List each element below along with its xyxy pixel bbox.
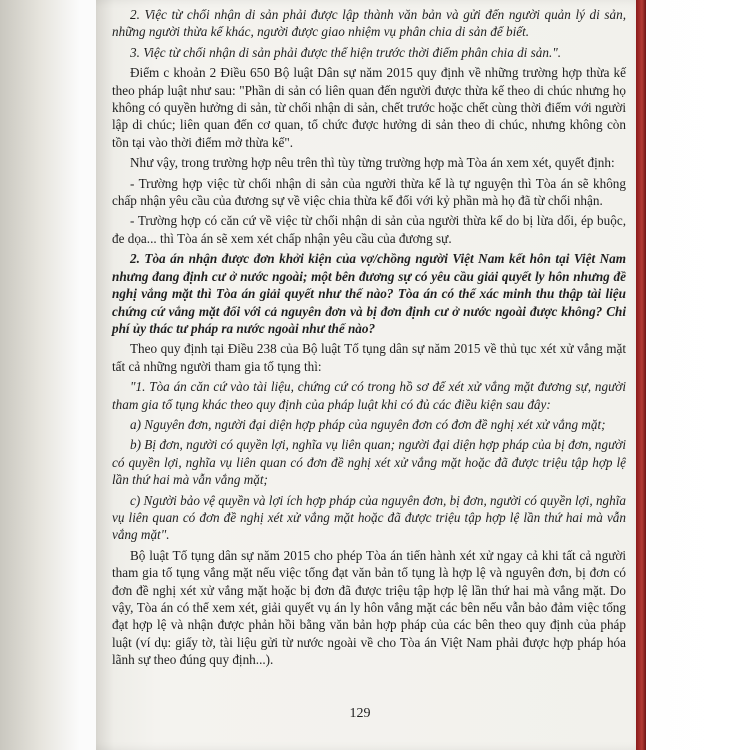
book-spine-edge bbox=[636, 0, 646, 750]
paragraph: Theo quy định tại Điều 238 của Bộ luật Tố tụng dân sự năm 2015 về thủ tục xét xử vắng mặt tất cả những người tham gia tố tụng thì: bbox=[112, 341, 626, 374]
paragraph: - Trường hợp việc từ chối nhận di sản của người thừa kế là tự nguyện thì Tòa án sẽ không chấp nhận yêu cầu của đương sự về việc chia thừa kế đối với kỷ phần mà họ đã từ chối nhận. bbox=[112, 175, 626, 209]
quoted-clause: c) Người bảo vệ quyền và lợi ích hợp pháp của nguyên đơn, bị đơn, người có quyền lợi, nghĩa vụ liên quan có đơn đề nghị xét xử vắng mặt hoặc đã được triệu tập hợp lệ lần thứ hai mà vẫn vắng mặt". bbox=[112, 492, 626, 543]
question-heading: 2. Tòa án nhận được đơn khởi kiện của vợ/chồng người Việt Nam kết hôn tại Việt Nam nhưng đang định cư ở nước ngoài; một bên đương sự có yêu cầu giải quyết ly hôn nhưng đề nghị vắng mặt thì Tòa án giải quyết như thế nào? Tòa án có thể xác minh thu thập tài liệu chứng cứ vắng mặt đối với cả nguyên đơn và bị đơn định cư ở nước ngoài được không? Chi phí ủy thác tư pháp ra nước ngoài như thế nào? bbox=[112, 251, 626, 336]
page-body bbox=[112, 6, 626, 672]
page-number: 129 bbox=[349, 706, 371, 721]
quoted-clause: "1. Tòa án căn cứ vào tài liệu, chứng cứ có trong hồ sơ để xét xử vắng mặt đương sự, người tham gia tố tụng khác theo quy định của pháp luật khi có đủ các điều kiện sau đây: bbox=[112, 379, 626, 412]
paragraph: Bộ luật Tố tụng dân sự năm 2015 cho phép Tòa án tiến hành xét xử ngay cả khi tất cả người tham gia tố tụng vắng mặt nếu việc tống đạt văn bản tố tụng là hợp lệ và nguyên đơn, bị đơn có đơn đề nghị xét xử vắng mặt hoặc bị đơn đã được triệu tập hợp lệ lần thứ hai mà vắng mặt. Do vậy, Tòa án có thể xem xét, giải quyết vụ án ly hôn vắng mặt các bên nếu vẫn bảo đảm việc tống đạt hợp lệ và nhận được phản hồi bằng văn bản hợp pháp của các bên theo quy định của pháp luật (ví dụ: giấy tờ, tài liệu gửi từ nước ngoài về cho Tòa án Việt Nam phải được hợp pháp hóa lãnh sự theo đúng quy định...). bbox=[112, 547, 626, 668]
paragraph: Điểm c khoản 2 Điều 650 Bộ luật Dân sự năm 2015 quy định về những trường hợp thừa kế theo pháp luật như sau: "Phần di sản có liên quan đến người được thừa kế theo di chúc nhưng họ không có quyền hưởng di sản, từ chối nhận di sản, chết trước hoặc chết cùng thời điểm với người lập di chúc; liên quan đến cơ quan, tổ chức được hưởng di sản theo di chúc, nhưng không còn tồn tại vào thời điểm mở thừa kế". bbox=[112, 65, 626, 150]
paragraph: 2. Việc từ chối nhận di sản phải được lập thành văn bản và gửi đến người quản lý di sản, những người thừa kế khác, người được giao nhiệm vụ phân chia di sản để biết. bbox=[112, 7, 626, 40]
paragraph: Như vậy, trong trường hợp nêu trên thì tùy từng trường hợp mà Tòa án xem xét, quyết định: bbox=[130, 155, 615, 171]
quoted-clause: b) Bị đơn, người có quyền lợi, nghĩa vụ liên quan; người đại diện hợp pháp của bị đơn, người có quyền lợi, nghĩa vụ liên quan có đơn đề nghị xét xử vắng mặt hoặc đã được triệu tập hợp lệ lần thứ hai mà vẫn vắng mặt; bbox=[112, 437, 626, 488]
quoted-clause: a) Nguyên đơn, người đại diện hợp pháp của nguyên đơn có đơn đề nghị xét xử vắng mặt; bbox=[130, 416, 606, 432]
paragraph: - Trường hợp có căn cứ về việc từ chối nhận di sản của người thừa kế do bị lừa dối, ép buộc, đe dọa... thì Tòa án sẽ xem xét chấp nhận yêu cầu của đương sự. bbox=[112, 213, 626, 246]
paragraph: 3. Việc từ chối nhận di sản phải được thể hiện trước thời điểm phân chia di sản.". bbox=[130, 44, 562, 60]
